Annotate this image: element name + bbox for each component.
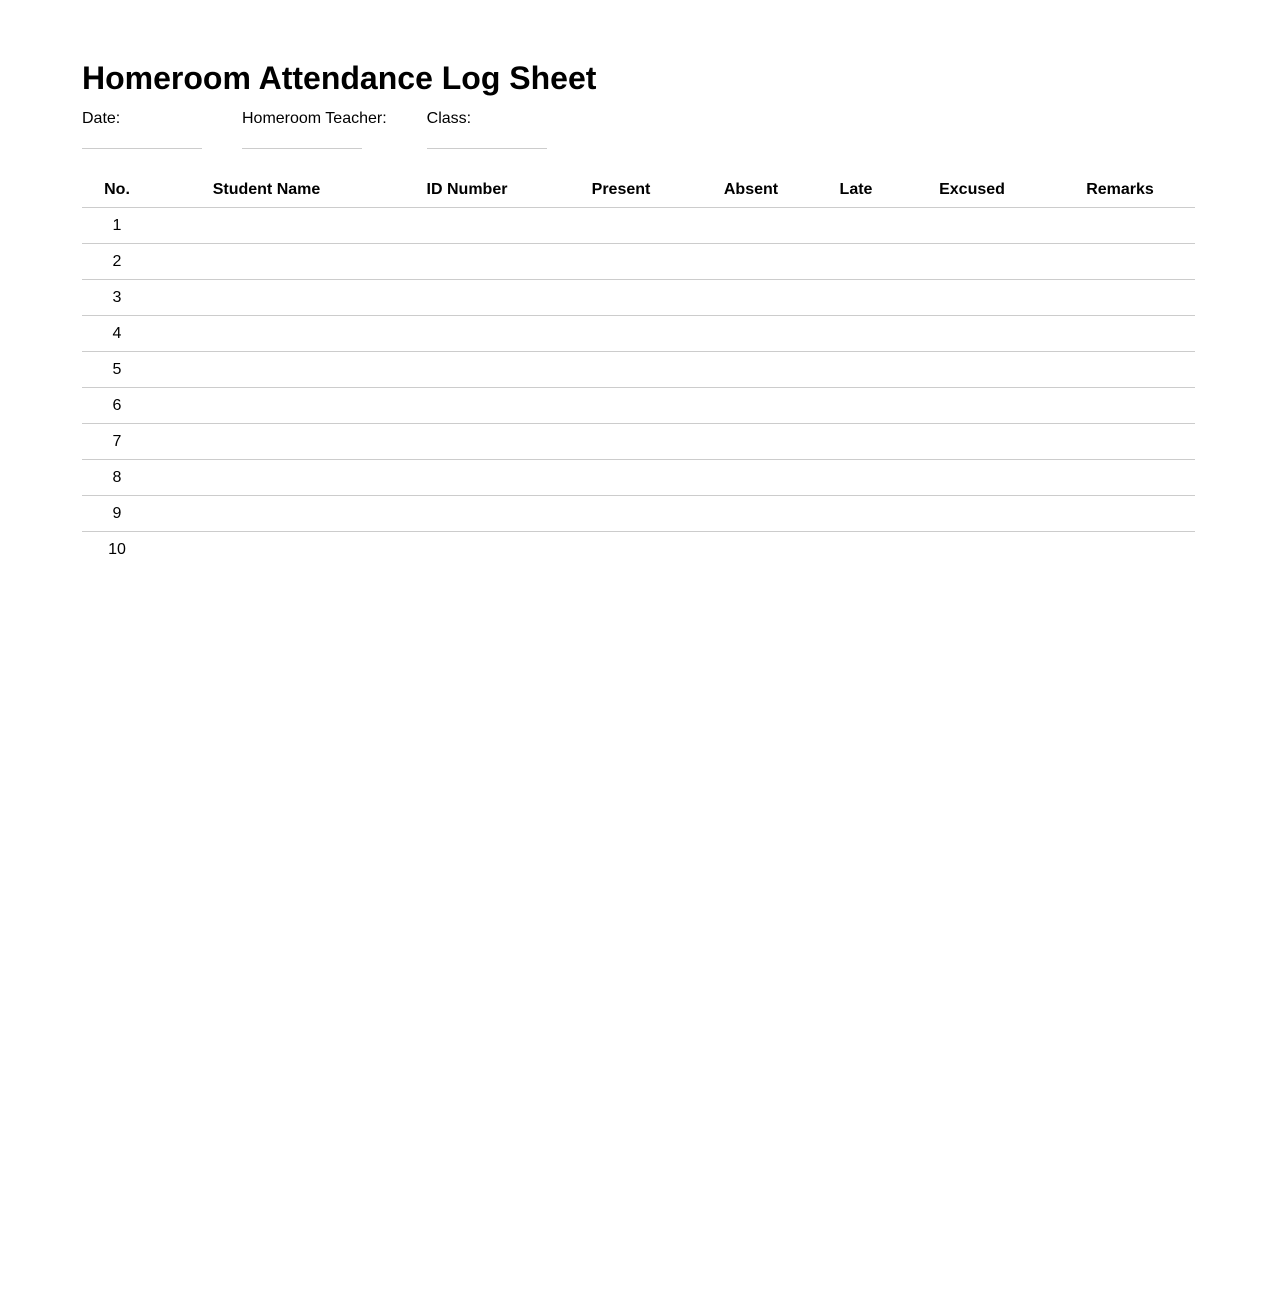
cell-no: 10 [108,540,126,558]
cell-excused[interactable] [899,532,1045,568]
cell-no: 9 [82,496,152,532]
cell-present[interactable] [553,316,689,352]
cell-id-number[interactable] [381,460,553,496]
col-header-student-name: Student Name [152,172,381,208]
cell-excused[interactable] [899,280,1045,316]
cell-no: 1 [82,208,152,244]
cell-present[interactable] [553,496,689,532]
cell-absent[interactable] [689,316,813,352]
cell-excused[interactable] [899,352,1045,388]
cell-student-name[interactable] [152,532,381,568]
cell-student-name[interactable] [152,316,381,352]
class-field[interactable] [427,110,547,149]
date-input-line[interactable] [82,148,202,149]
cell-late[interactable] [813,208,899,244]
cell-absent[interactable] [689,388,813,424]
attendance-table [82,172,1195,567]
cell-student-name[interactable] [152,460,381,496]
cell-student-name[interactable] [152,424,381,460]
class-input-line[interactable] [427,148,547,149]
cell-late[interactable] [813,352,899,388]
table-row [82,352,1195,388]
cell-id-number[interactable] [381,352,553,388]
cell-late[interactable] [813,424,899,460]
cell-student-name[interactable] [152,208,381,244]
teacher-field[interactable] [242,110,387,149]
cell-late[interactable] [813,460,899,496]
cell-late[interactable] [813,316,899,352]
cell-absent[interactable] [689,532,813,568]
cell-absent[interactable] [689,208,813,244]
cell-late[interactable] [813,280,899,316]
cell-remarks[interactable] [1045,496,1195,532]
cell-excused[interactable] [899,424,1045,460]
cell-present[interactable] [553,352,689,388]
col-header-id-number: ID Number [381,172,553,208]
cell-late[interactable] [813,496,899,532]
cell-no: 7 [82,424,152,460]
cell-late[interactable] [813,532,899,568]
table-row [82,532,1195,568]
page-title: Homeroom Attendance Log Sheet [82,60,597,96]
col-header-present: Present [553,172,689,208]
col-header-no: No. [82,172,152,208]
cell-no: 4 [82,316,152,352]
cell-remarks[interactable] [1045,424,1195,460]
cell-present[interactable] [553,280,689,316]
teacher-label: Homeroom Teacher: [242,110,387,127]
cell-remarks[interactable] [1045,388,1195,424]
cell-student-name[interactable] [152,496,381,532]
cell-remarks[interactable] [1045,280,1195,316]
cell-no: 8 [82,460,152,496]
cell-remarks[interactable] [1045,532,1195,568]
cell-excused[interactable] [899,388,1045,424]
class-label: Class: [426,110,472,127]
cell-present[interactable] [553,460,689,496]
cell-absent[interactable] [689,244,813,280]
table-header-row [82,172,1195,208]
cell-present[interactable] [553,388,689,424]
cell-student-name[interactable] [152,244,381,280]
cell-present[interactable] [553,208,689,244]
table-row [82,388,1195,424]
table-row [82,244,1195,280]
col-header-remarks: Remarks [1045,172,1195,208]
col-header-late: Late [813,172,899,208]
cell-no: 2 [82,244,152,280]
table-row [82,496,1195,532]
cell-id-number[interactable] [381,244,553,280]
cell-excused[interactable] [899,496,1045,532]
cell-student-name[interactable] [152,352,381,388]
cell-id-number[interactable] [381,316,553,352]
cell-remarks[interactable] [1045,244,1195,280]
cell-late[interactable] [813,244,899,280]
cell-remarks[interactable] [1045,208,1195,244]
cell-id-number[interactable] [381,532,553,568]
col-header-absent: Absent [689,172,813,208]
cell-late[interactable] [813,388,899,424]
date-field[interactable] [82,110,202,149]
cell-absent[interactable] [689,460,813,496]
table-row [82,460,1195,496]
cell-remarks[interactable] [1045,352,1195,388]
cell-present[interactable] [553,244,689,280]
cell-no: 5 [82,352,152,388]
col-header-excused: Excused [899,172,1045,208]
cell-present[interactable] [553,532,689,568]
cell-absent[interactable] [689,352,813,388]
date-label: Date: [82,110,121,127]
cell-absent[interactable] [689,496,813,532]
cell-excused[interactable] [899,244,1045,280]
cell-student-name[interactable] [152,280,381,316]
cell-excused[interactable] [899,460,1045,496]
cell-remarks[interactable] [1045,460,1195,496]
table-row [82,280,1195,316]
cell-excused[interactable] [899,316,1045,352]
cell-excused[interactable] [899,208,1045,244]
cell-remarks[interactable] [1045,316,1195,352]
attendance-sheet [82,58,1195,567]
cell-id-number[interactable] [381,280,553,316]
cell-absent[interactable] [689,280,813,316]
cell-id-number[interactable] [381,424,553,460]
header-fields [82,110,1195,149]
cell-id-number[interactable] [381,496,553,532]
cell-student-name[interactable] [152,388,381,424]
cell-no: 6 [82,388,152,424]
cell-id-number[interactable] [381,208,553,244]
cell-present[interactable] [553,424,689,460]
table-row [82,316,1195,352]
table-row [82,208,1195,244]
teacher-input-line[interactable] [242,148,362,149]
cell-absent[interactable] [689,424,813,460]
cell-no: 3 [82,280,152,316]
cell-id-number[interactable] [381,388,553,424]
table-row [82,424,1195,460]
